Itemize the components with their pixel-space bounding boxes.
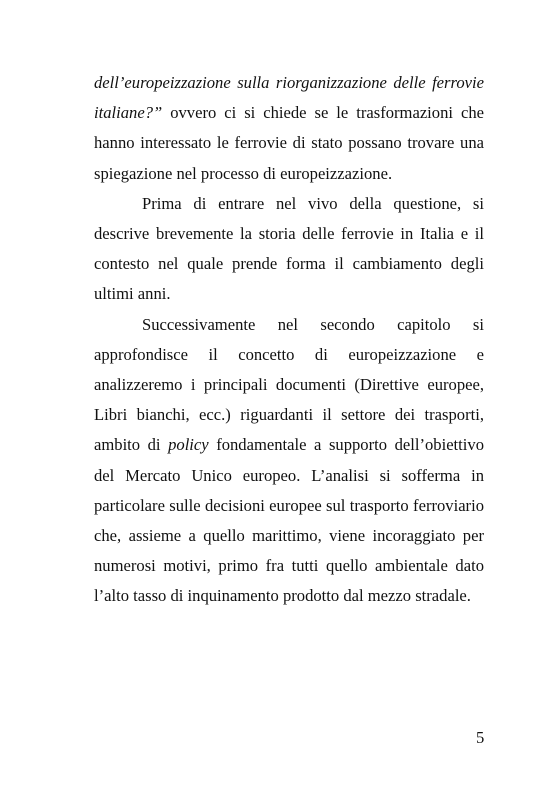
paragraph-3-text-before: Successivamente nel secondo capitolo si approfondisce il concetto di europeizzazione e analizzeremo i principali documenti (Direttive europee, Libri bianchi, ecc.) riguardanti il settore dei trasporti, ambito di bbox=[94, 314, 484, 455]
paragraph-1-text: ovvero ci si chiede se le trasformazioni che hanno interessato le ferrovie di stato possano trovare una spiegazione nel processo di europeizzazione. bbox=[94, 103, 484, 183]
page-number: 5 bbox=[476, 728, 485, 747]
paragraph-2-text: Prima di entrare nel vivo della questione, si descrive brevemente la storia delle ferrovie in Italia e il contesto nel quale prende forma il cambiamento degli ultimi anni. bbox=[94, 193, 484, 304]
paragraph-3 bbox=[94, 310, 484, 612]
italic-policy-word: policy bbox=[168, 435, 209, 455]
paragraph-2 bbox=[94, 189, 484, 310]
paragraph-1 bbox=[94, 68, 484, 189]
document-body bbox=[94, 68, 484, 612]
paragraph-3-text-after: fondamentale a supporto dell’obiettivo del Mercato Unico europeo. L’analisi si sofferma in particolare sulle decisioni europee sul trasporto ferroviario che, assieme a quello marittimo, viene incoraggiato per numerosi motivi, primo fra tutti quello ambientale dato l’alto tasso di inquinamento prodotto dal mezzo stradale. bbox=[94, 435, 484, 606]
italic-question-fragment: dell’europeizzazione sulla riorganizzazione delle ferrovie italiane?” bbox=[94, 73, 484, 123]
